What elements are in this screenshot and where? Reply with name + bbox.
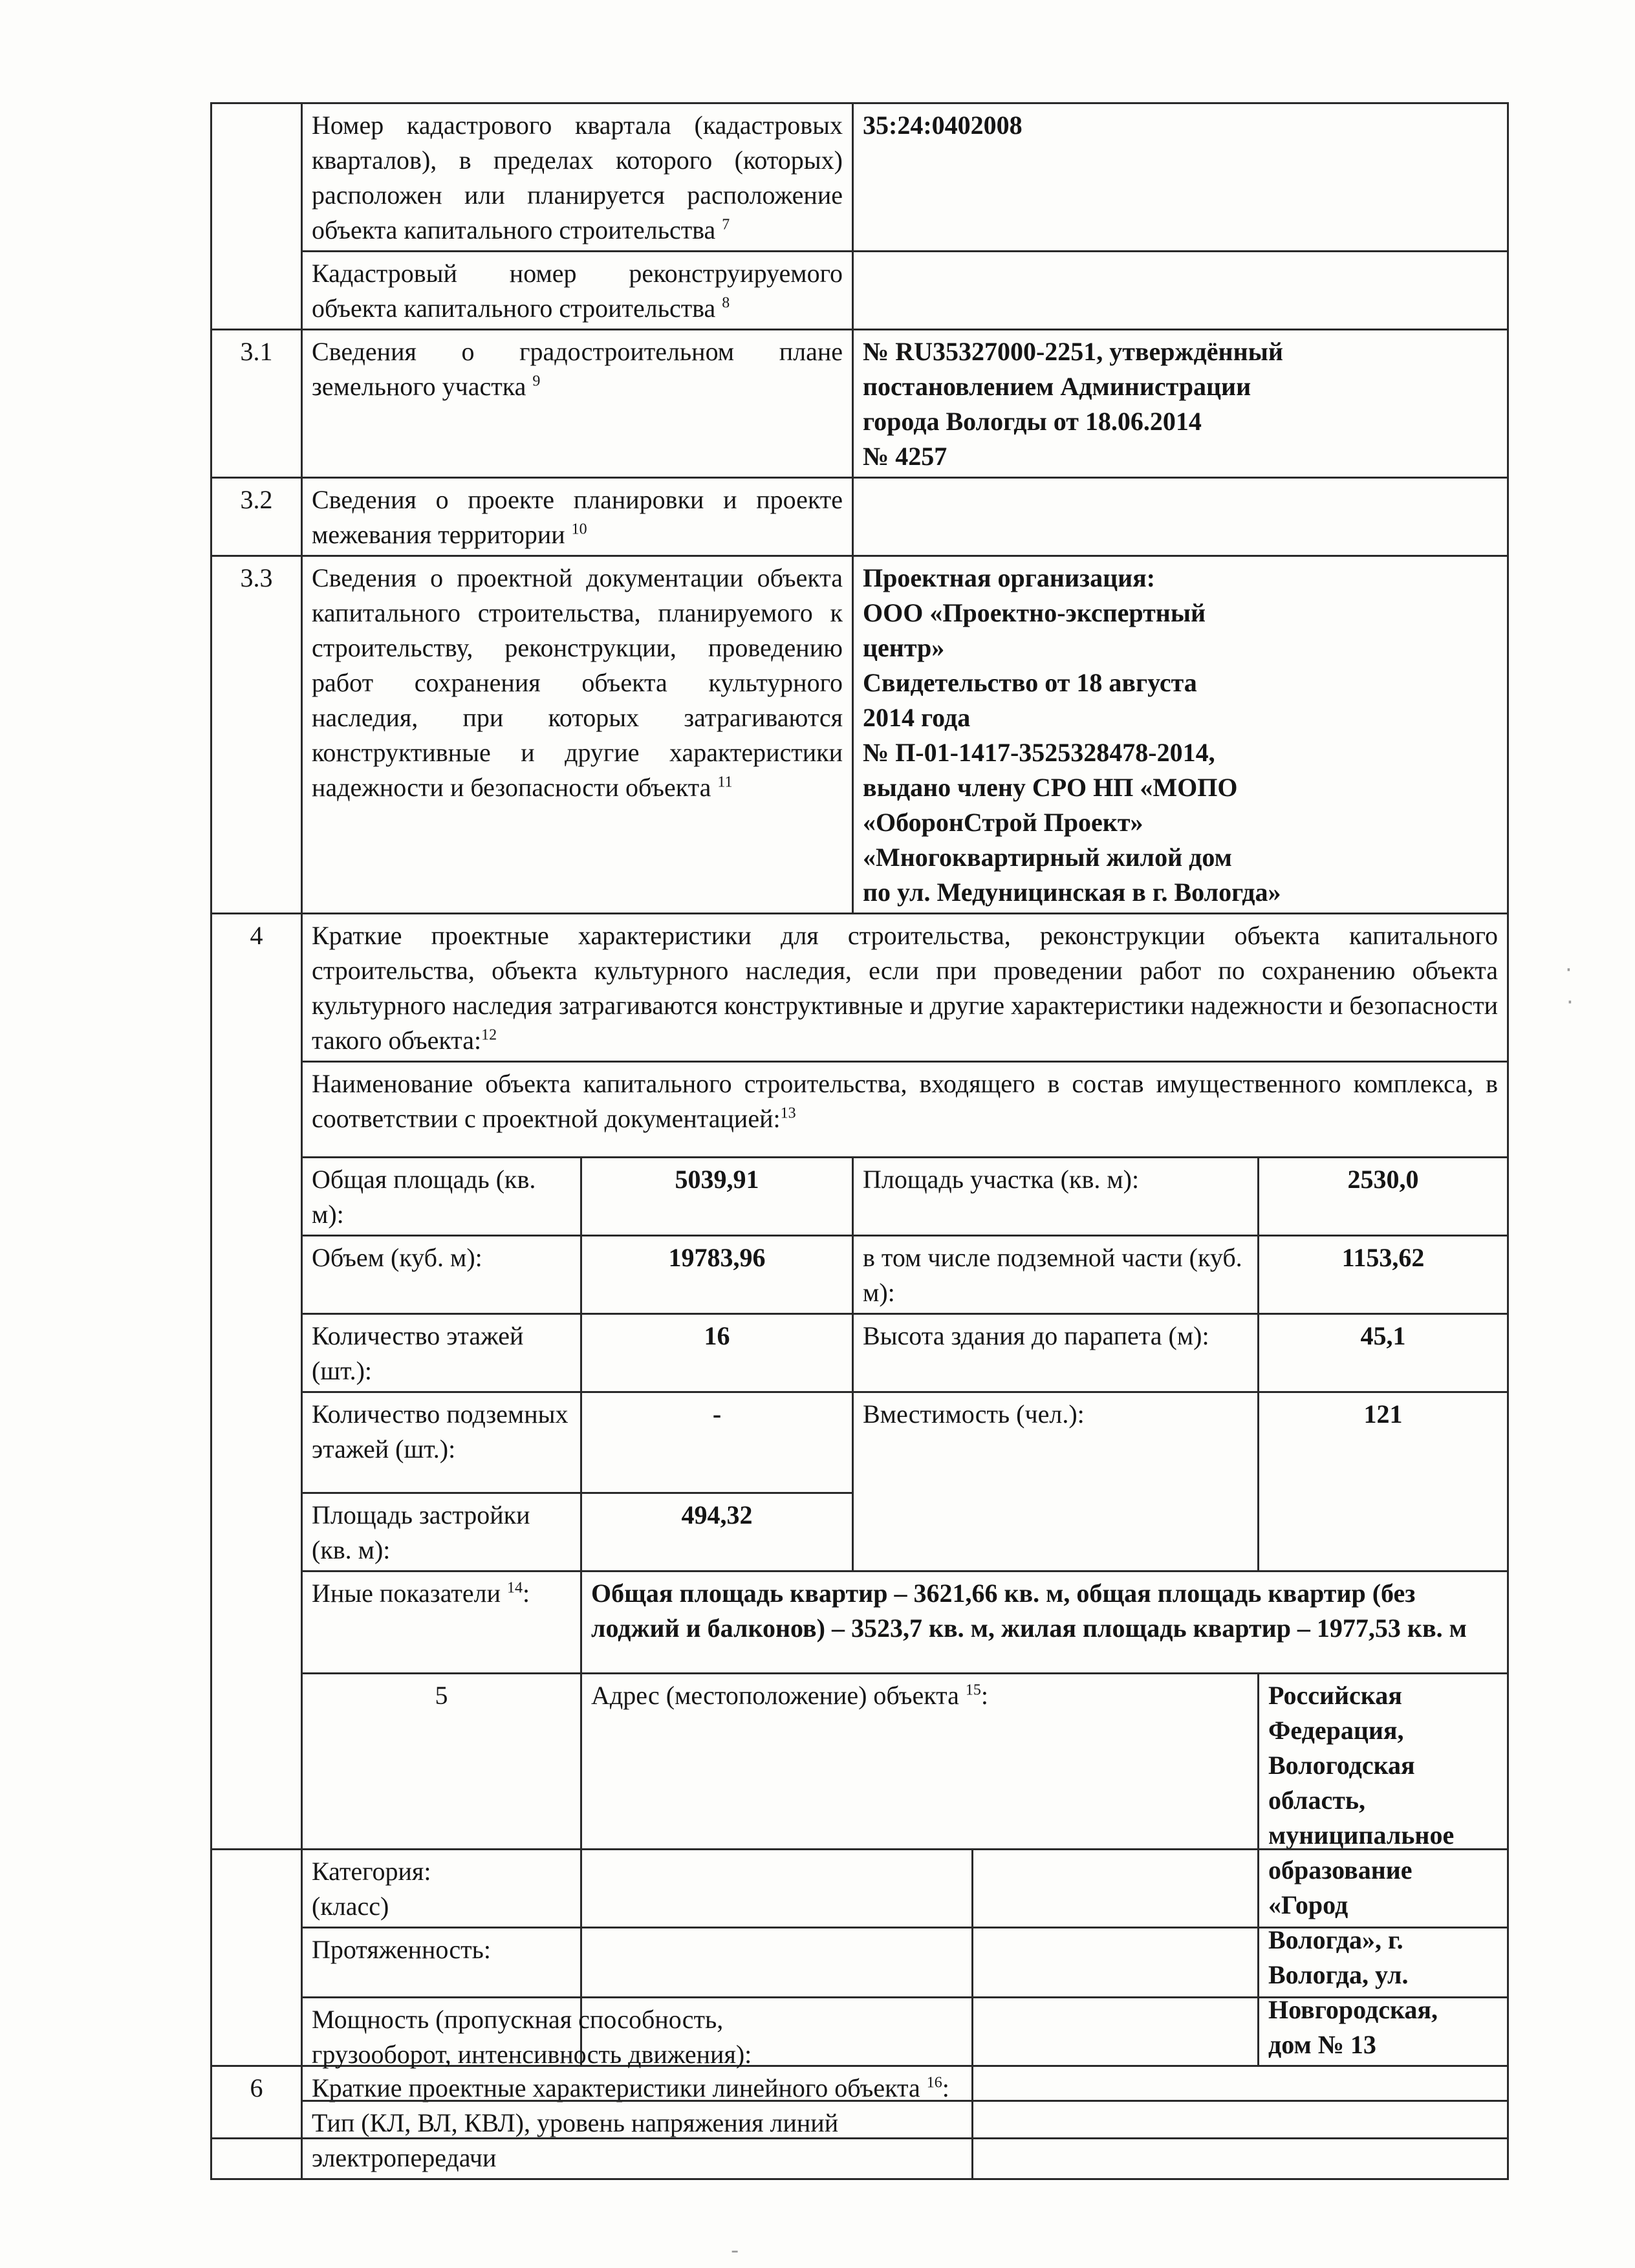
table-row	[211, 556, 1508, 914]
height-label: Высота здания до парапета (м):	[853, 1314, 1259, 1392]
category-value	[973, 1850, 1508, 1928]
row-number: 3.2	[211, 478, 302, 556]
building-area-value: 494,32	[581, 1493, 853, 1571]
permit-table	[210, 102, 1509, 2139]
cadastral-quarter-label: Номер кадастрового квартала (кадастровых кварталов), в пределах которого (которых) расположен или планируется расположение объекта капитального строительства $^7$	[302, 103, 853, 252]
address-label: Адрес (местоположение) объекта $^{15}$:	[581, 1674, 1259, 2066]
table-row	[211, 1571, 1508, 1674]
address-value: Российская Федерация, Вологодская область, муниципальное образование «Город Вологда», г. Вологда, ул. Новгородская, дом № 13	[1259, 1674, 1508, 2066]
total-area-value: 5039,91	[581, 1158, 853, 1236]
underground-volume-label: в том числе подземной части (куб. м):	[853, 1236, 1259, 1314]
table-row	[211, 478, 1508, 556]
urban-plan-label: Сведения о градостроительном плане земельного участка $^9$	[302, 330, 853, 478]
capacity-throughput-label: Мощность (пропускная способность, грузооборот, интенсивность движения):	[302, 1998, 973, 2101]
project-docs-label: Сведения о проектной документации объекта капитального строительства, планируемого к строительству, реконструкции, проведению работ сохранения объекта культурного наследия, при которых затрагиваются конструктивные и другие характеристики надежности и безопасности объекта $^{11}$	[302, 556, 853, 914]
urban-plan-value: № RU35327000-2251, утверждённый постановлением Администрации города Вологды от 18.06.2014 № 4257	[853, 330, 1508, 478]
row-number: 4	[211, 914, 302, 2066]
object-name-label: Наименование объекта капитального строительства, входящего в состав имущественного комплекса, в соответствии с проектной документацией:$^{13}$	[302, 1062, 1508, 1158]
linear-object-heading: Краткие проектные характеристики линейного объекта $^{16}$:	[302, 2066, 1508, 2139]
power-line-type-label: Тип (КЛ, ВЛ, КВЛ), уровень напряжения линий электропередачи	[302, 2101, 973, 2179]
floors-value: 16	[581, 1314, 853, 1392]
capacity-throughput-value	[973, 1998, 1508, 2101]
table-row	[211, 1850, 1508, 1928]
capacity-value: 121	[1259, 1392, 1508, 1571]
scan-speck-icon: ·	[1565, 957, 1572, 983]
other-indicators-value: Общая площадь квартир – 3621,66 кв. м, общая площадь квартир (без лоджий и балконов) – 3523,7 кв. м, жилая площадь квартир – 1977,53 кв. м	[581, 1571, 1508, 1674]
row-number-empty	[211, 1850, 302, 2179]
volume-label: Объем (куб. м):	[302, 1236, 581, 1314]
plot-area-value: 2530,0	[1259, 1158, 1508, 1236]
other-indicators-label: Иные показатели $^{14}$:	[302, 1571, 581, 1674]
scan-speck-icon: ·	[1566, 989, 1574, 1015]
table-row	[211, 103, 1508, 252]
project-characteristics-heading: Краткие проектные характеристики для строительства, реконструкции объекта капитального строительства, объекта культурного наследия, если при проведении работ по сохранению объекта культурного наследия затрагиваются конструктивные и другие характеристики надежности и безопасности такого объекта:$^{12}$	[302, 914, 1508, 1062]
total-area-label: Общая площадь (кв. м):	[302, 1158, 581, 1236]
table-row	[211, 1998, 1508, 2101]
planning-project-value	[853, 478, 1508, 556]
floors-label: Количество этажей (шт.):	[302, 1314, 581, 1392]
table-row	[211, 252, 1508, 330]
row-number: 3.3	[211, 556, 302, 914]
row-number-empty	[211, 103, 302, 330]
underground-volume-value: 1153,62	[1259, 1236, 1508, 1314]
building-area-label: Площадь застройки (кв. м):	[302, 1493, 581, 1571]
length-label: Протяженность:	[302, 1928, 973, 1998]
underground-floors-label: Количество подземных этажей (шт.):	[302, 1392, 581, 1493]
cadastral-number-label: Кадастровый номер реконструируемого объекта капитального строительства $^8$	[302, 252, 853, 330]
row-number: 6	[211, 2066, 302, 2139]
table-row	[211, 1236, 1508, 1314]
row-number: 3.1	[211, 330, 302, 478]
planning-project-label: Сведения о проекте планировки и проекте межевания территории $^{10}$	[302, 478, 853, 556]
table-row	[211, 1392, 1508, 1493]
table-row	[211, 1928, 1508, 1998]
table-row	[211, 2101, 1508, 2179]
table-row	[211, 1062, 1508, 1158]
category-label: Категория: (класс)	[302, 1850, 973, 1928]
table-row	[211, 330, 1508, 478]
plot-area-label: Площадь участка (кв. м):	[853, 1158, 1259, 1236]
table-row	[211, 1158, 1508, 1236]
volume-value: 19783,96	[581, 1236, 853, 1314]
length-value	[973, 1928, 1508, 1998]
linear-object-table	[210, 1848, 1509, 2180]
row-number: 5	[302, 1674, 581, 2066]
table-row	[211, 914, 1508, 1062]
underground-floors-value: -	[581, 1392, 853, 1493]
cadastral-quarter-value: 35:24:0402008	[853, 103, 1508, 252]
project-docs-value: Проектная организация: ООО «Проектно-экспертный центр» Свидетельство от 18 августа 2014 года № П-01-1417-3525328478-2014, выдано члену СРО НП «МОПО «ОборонСтрой Проект» «Многоквартирный жилой дом по ул. Медуницинская в г. Вологда»	[853, 556, 1508, 914]
capacity-label: Вместимость (чел.):	[853, 1392, 1259, 1571]
scan-speck-icon: -	[731, 2238, 739, 2263]
height-value: 45,1	[1259, 1314, 1508, 1392]
table-row	[211, 1314, 1508, 1392]
cadastral-number-value	[853, 252, 1508, 330]
power-line-type-value	[973, 2101, 1508, 2179]
